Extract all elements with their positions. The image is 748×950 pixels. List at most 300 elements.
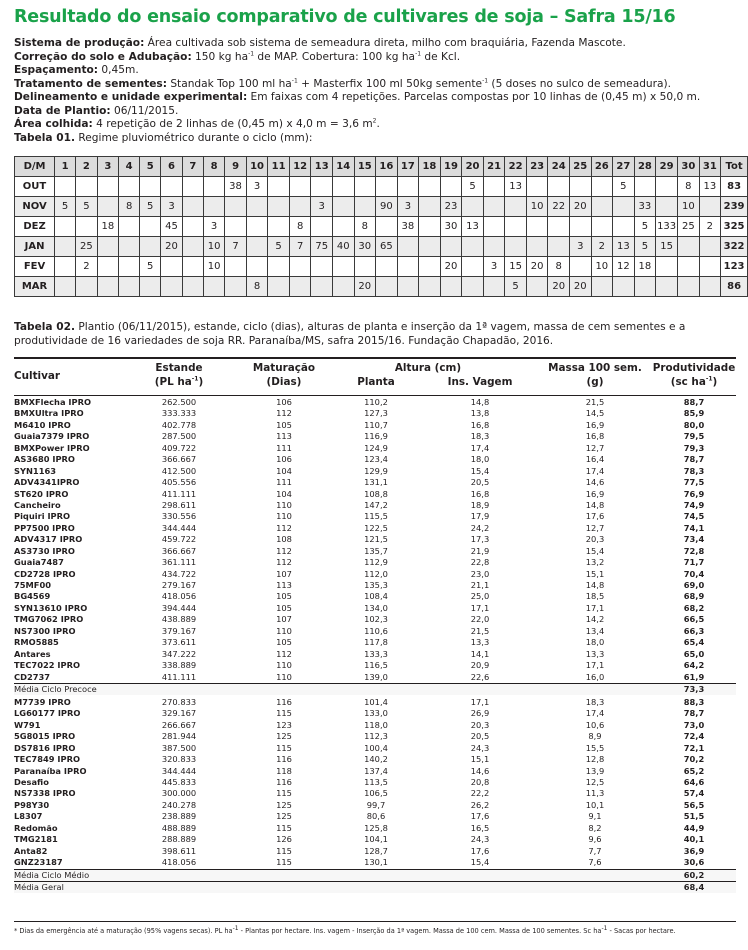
ins-vagem: 20,5 bbox=[470, 731, 490, 742]
maturacao: 126 bbox=[276, 834, 292, 845]
rainfall-cell bbox=[289, 177, 311, 197]
rainfall-cell bbox=[440, 237, 462, 257]
estande: 387.500 bbox=[161, 742, 197, 753]
massa-100: 12,7 bbox=[585, 442, 605, 453]
altura-planta: 110,6 bbox=[364, 625, 388, 636]
estande: 409.722 bbox=[161, 442, 197, 453]
ins-vagem: 18,3 bbox=[470, 431, 490, 442]
altura-planta: 123,4 bbox=[364, 454, 388, 465]
cultivar-name: Cancheiro bbox=[14, 499, 61, 510]
produtividade: 66,5 bbox=[683, 614, 705, 625]
massa-100: 12,8 bbox=[585, 754, 605, 765]
altura-planta: 116,5 bbox=[364, 660, 388, 671]
rainfall-cell: 30 bbox=[354, 237, 376, 257]
header-day: 20 bbox=[462, 157, 484, 177]
rainfall-cell bbox=[311, 257, 333, 277]
ins-vagem: 26,9 bbox=[470, 708, 490, 719]
produtividade: 72,1 bbox=[683, 742, 705, 753]
month-label: NOV bbox=[15, 197, 55, 217]
altura-planta: 100,4 bbox=[364, 742, 388, 753]
produtividade: 56,5 bbox=[683, 799, 705, 810]
month-label: FEV bbox=[15, 257, 55, 277]
altura-planta: 135,3 bbox=[364, 580, 388, 590]
rainfall-cell: 13 bbox=[505, 177, 527, 197]
rainfall-cell bbox=[419, 257, 441, 277]
produtividade: 51,5 bbox=[683, 811, 705, 822]
rainfall-cell bbox=[591, 197, 613, 217]
rainfall-cell bbox=[419, 197, 441, 217]
ins-vagem: 14,8 bbox=[470, 397, 490, 407]
estande: 412.500 bbox=[161, 465, 197, 476]
rainfall-cell bbox=[289, 197, 311, 217]
rainfall-cell: 8 bbox=[678, 177, 700, 197]
rainfall-cell bbox=[246, 217, 268, 237]
altura-planta: 80,6 bbox=[366, 811, 386, 822]
maturacao: 118 bbox=[276, 765, 292, 776]
estande: 411.111 bbox=[161, 488, 197, 499]
maturacao: 105 bbox=[276, 591, 292, 602]
header-day: 29 bbox=[656, 157, 678, 177]
produtividade: 66,3 bbox=[683, 625, 705, 636]
rainfall-cell bbox=[613, 217, 635, 237]
produtividade: 74,9 bbox=[683, 499, 705, 510]
planting-date: Data de Plantio: 06/11/2015. bbox=[14, 104, 179, 117]
cultivar-table-body bbox=[14, 397, 736, 893]
estande: 445.833 bbox=[161, 777, 197, 787]
rainfall-cell bbox=[526, 237, 548, 257]
estande: 379.167 bbox=[161, 625, 197, 636]
header-day: 16 bbox=[376, 157, 398, 177]
rainfall-cell: 10 bbox=[203, 237, 224, 257]
massa-100: 17,4 bbox=[585, 465, 605, 476]
table-row bbox=[14, 580, 736, 591]
cultivar-name: NS7300 IPRO bbox=[14, 625, 76, 636]
rainfall-cell bbox=[591, 277, 613, 297]
footnote: * Dias da emergência até a maturação (95% vagens secas). PL $ha^{-1}$ - Plantas por hectare. Ins. vagem - Inserção da 1ª vagem. Massa de 100 cem. Massa de 100 sementes. Sc $ha^{-1}$ - Sacas por hectare. bbox=[14, 924, 676, 935]
rainfall-row bbox=[15, 237, 748, 257]
rainfall-cell bbox=[140, 177, 161, 197]
rainfall-cell bbox=[225, 277, 246, 297]
rainfall-cell bbox=[246, 257, 268, 277]
cultivar-table-header bbox=[14, 357, 736, 396]
ins-vagem: 14,1 bbox=[470, 648, 490, 659]
table-row bbox=[14, 443, 736, 454]
rainfall-cell bbox=[225, 217, 246, 237]
rainfall-cell bbox=[76, 177, 97, 197]
rainfall-cell: 75 bbox=[311, 237, 333, 257]
maturacao: 112 bbox=[276, 557, 292, 568]
maturacao: 115 bbox=[276, 857, 292, 868]
ins-vagem: 15,1 bbox=[470, 754, 490, 765]
rainfall-cell: 20 bbox=[161, 237, 182, 257]
produtividade: 70,2 bbox=[683, 754, 705, 765]
rainfall-cell bbox=[182, 257, 203, 277]
table-row bbox=[14, 477, 736, 488]
rainfall-cell bbox=[699, 197, 721, 217]
cultivar-name: TEC7022 IPRO bbox=[14, 660, 81, 671]
cultivar-name: BMXUltra IPRO bbox=[14, 408, 84, 419]
header-day: 5 bbox=[140, 157, 161, 177]
produtividade: 61,9 bbox=[683, 671, 705, 682]
table-row bbox=[14, 626, 736, 637]
rainfall-cell bbox=[182, 217, 203, 237]
produtividade: 68,9 bbox=[683, 591, 705, 602]
maturacao: 104 bbox=[276, 465, 292, 476]
table-row bbox=[14, 823, 736, 834]
rainfall-cell bbox=[699, 257, 721, 277]
table-row bbox=[14, 720, 736, 731]
maturacao: 107 bbox=[276, 568, 292, 579]
month-total: 325 bbox=[721, 217, 748, 237]
cultivar-name: M6410 IPRO bbox=[14, 419, 71, 430]
header-day: 17 bbox=[397, 157, 419, 177]
altura-planta: 129,9 bbox=[364, 465, 388, 476]
altura-planta: 117,8 bbox=[364, 637, 388, 648]
massa-100: 16,4 bbox=[585, 454, 605, 465]
maturacao: 115 bbox=[276, 845, 292, 856]
rainfall-cell: 8 bbox=[289, 217, 311, 237]
month-total: 322 bbox=[721, 237, 748, 257]
estande: 266.667 bbox=[161, 719, 197, 730]
header-day: 2 bbox=[76, 157, 97, 177]
cultivar-name: ADV4341IPRO bbox=[14, 477, 80, 488]
rainfall-cell bbox=[354, 197, 376, 217]
maturacao: 125 bbox=[276, 731, 292, 742]
estande: 402.778 bbox=[161, 419, 197, 430]
average-row bbox=[14, 869, 736, 881]
rainfall-cell bbox=[462, 277, 484, 297]
rainfall-cell bbox=[397, 277, 419, 297]
maturacao: 111 bbox=[276, 477, 292, 488]
rainfall-table bbox=[14, 156, 748, 297]
produtividade: 74,1 bbox=[683, 522, 705, 533]
rainfall-cell: 15 bbox=[505, 257, 527, 277]
cultivar-name: Desafio bbox=[14, 777, 49, 787]
ins-vagem: 17,3 bbox=[470, 534, 490, 545]
month-label: DEZ bbox=[15, 217, 55, 237]
rainfall-cell: 2 bbox=[76, 257, 97, 277]
ins-vagem: 24,3 bbox=[470, 742, 490, 753]
maturacao: 116 bbox=[276, 777, 292, 787]
ins-vagem: 20,9 bbox=[470, 660, 490, 671]
header-day: 14 bbox=[332, 157, 354, 177]
table-row bbox=[14, 649, 736, 660]
estande: 344.444 bbox=[161, 765, 197, 776]
rainfall-cell bbox=[634, 177, 656, 197]
produtividade: 78,7 bbox=[683, 454, 705, 465]
maturacao: 115 bbox=[276, 742, 292, 753]
table-row bbox=[14, 743, 736, 754]
rainfall-cell bbox=[505, 197, 527, 217]
altura-planta: 128,7 bbox=[364, 845, 388, 856]
header-day: 10 bbox=[246, 157, 268, 177]
ins-vagem: 18,0 bbox=[470, 454, 490, 465]
estande: 238.889 bbox=[161, 811, 197, 822]
header-ins-vagem: Ins. Vagem bbox=[447, 376, 513, 388]
cultivar-name: BMXFlecha IPRO bbox=[14, 397, 92, 407]
rainfall-cell bbox=[225, 257, 246, 277]
header-day: 28 bbox=[634, 157, 656, 177]
rainfall-cell: 40 bbox=[332, 237, 354, 257]
altura-planta: 134,0 bbox=[364, 602, 388, 613]
altura-planta: 108,4 bbox=[364, 591, 388, 602]
produtividade: 36,9 bbox=[683, 845, 705, 856]
month-total: 86 bbox=[721, 277, 748, 297]
ins-vagem: 15,4 bbox=[470, 857, 490, 868]
rainfall-cell bbox=[332, 257, 354, 277]
maturacao: 125 bbox=[276, 811, 292, 822]
altura-planta: 127,3 bbox=[364, 408, 388, 419]
month-label: JAN bbox=[15, 237, 55, 257]
rainfall-cell bbox=[376, 257, 398, 277]
rainfall-cell: 20 bbox=[440, 257, 462, 277]
table-row bbox=[14, 731, 736, 742]
maturacao: 112 bbox=[276, 522, 292, 533]
estande: 418.056 bbox=[161, 591, 197, 602]
maturacao: 112 bbox=[276, 545, 292, 556]
altura-planta: 147,2 bbox=[364, 499, 388, 510]
rainfall-cell: 45 bbox=[161, 217, 182, 237]
produtividade: 78,7 bbox=[683, 708, 705, 719]
spacing: Espaçamento: 0,45m. bbox=[14, 64, 139, 76]
experimental-design: Delineamento e unidade experimental: Em faixas com 4 repetições. Parcelas compostas por 10 linhas de (0,45 m) x 50,0 m. bbox=[14, 91, 701, 103]
header-day: 31 bbox=[699, 157, 721, 177]
altura-planta: 124,9 bbox=[364, 442, 388, 453]
maturacao: 105 bbox=[276, 637, 292, 648]
rainfall-row bbox=[15, 277, 748, 297]
estande: 288.889 bbox=[161, 834, 197, 845]
rainfall-cell bbox=[526, 277, 548, 297]
cultivar-name: CD2737 bbox=[14, 671, 51, 682]
estande: 287.500 bbox=[161, 431, 197, 442]
produtividade: 65,0 bbox=[683, 648, 705, 659]
massa-100: 13,4 bbox=[585, 625, 605, 636]
ins-vagem: 17,6 bbox=[470, 811, 490, 822]
month-total: 239 bbox=[721, 197, 748, 217]
ins-vagem: 14,6 bbox=[470, 765, 490, 776]
estande: 398.611 bbox=[161, 845, 197, 856]
cultivar-name: PP7500 IPRO bbox=[14, 522, 75, 533]
table-row bbox=[14, 637, 736, 648]
ins-vagem: 17,9 bbox=[470, 511, 490, 522]
rainfall-cell bbox=[483, 177, 505, 197]
cultivar-name: Piquiri IPRO bbox=[14, 511, 71, 522]
cultivar-name: LG60177 IPRO bbox=[14, 708, 81, 719]
massa-100: 12,5 bbox=[585, 777, 605, 787]
page-title: Resultado do ensaio comparativo de cultivares de soja – Safra 15/16 bbox=[14, 7, 676, 27]
rainfall-cell: 10 bbox=[678, 197, 700, 217]
maturacao: 106 bbox=[276, 397, 292, 407]
altura-planta: 112,3 bbox=[364, 731, 388, 742]
rainfall-cell bbox=[140, 277, 161, 297]
rainfall-cell bbox=[140, 237, 161, 257]
maturacao: 107 bbox=[276, 614, 292, 625]
rainfall-cell: 18 bbox=[97, 217, 118, 237]
estande: 298.611 bbox=[161, 499, 197, 510]
cultivar-name: CD2728 IPRO bbox=[14, 568, 76, 579]
rainfall-cell bbox=[526, 217, 548, 237]
estande: 434.722 bbox=[161, 568, 197, 579]
rainfall-cell bbox=[569, 257, 591, 277]
rainfall-cell bbox=[182, 277, 203, 297]
rainfall-cell bbox=[505, 237, 527, 257]
produtividade: 70,4 bbox=[683, 568, 705, 579]
header-day: 12 bbox=[289, 157, 311, 177]
table-row bbox=[14, 766, 736, 777]
altura-planta: 108,8 bbox=[364, 488, 388, 499]
header-day: 18 bbox=[419, 157, 441, 177]
rainfall-cell bbox=[97, 277, 118, 297]
ins-vagem: 26,2 bbox=[470, 799, 490, 810]
header-produtividade-unit: (sc $ha^{-1}$) bbox=[670, 375, 718, 388]
altura-planta: 112,9 bbox=[364, 557, 388, 568]
ins-vagem: 15,4 bbox=[470, 465, 490, 476]
estande: 270.833 bbox=[161, 696, 197, 707]
table-row bbox=[14, 408, 736, 419]
massa-100: 8,9 bbox=[588, 731, 602, 742]
header-day: 1 bbox=[55, 157, 76, 177]
rainfall-cell bbox=[569, 217, 591, 237]
massa-100: 14,5 bbox=[585, 408, 605, 419]
ins-vagem: 16,8 bbox=[470, 488, 490, 499]
cultivar-name: BMXPower IPRO bbox=[14, 442, 90, 453]
rainfall-cell bbox=[246, 237, 268, 257]
rainfall-cell bbox=[591, 217, 613, 237]
rainfall-cell bbox=[397, 237, 419, 257]
rainfall-cell bbox=[591, 177, 613, 197]
rainfall-cell bbox=[397, 177, 419, 197]
produtividade: 65,4 bbox=[683, 637, 705, 648]
estande: 329.167 bbox=[161, 708, 197, 719]
massa-100: 17,1 bbox=[585, 660, 605, 671]
header-day: 7 bbox=[182, 157, 203, 177]
altura-planta: 140,2 bbox=[364, 754, 388, 765]
ins-vagem: 24,3 bbox=[470, 834, 490, 845]
header-cultivar: Cultivar bbox=[14, 370, 61, 382]
produtividade: 85,9 bbox=[683, 408, 705, 419]
rainfall-cell bbox=[161, 277, 182, 297]
cultivar-name: SYN13610 IPRO bbox=[14, 602, 88, 613]
header-day: 11 bbox=[268, 157, 290, 177]
massa-100: 14,2 bbox=[585, 614, 605, 625]
rainfall-cell bbox=[97, 177, 118, 197]
altura-planta: 115,5 bbox=[364, 511, 388, 522]
cultivar-name: 75MF00 bbox=[14, 580, 52, 590]
rainfall-cell bbox=[182, 177, 203, 197]
produtividade: 72,4 bbox=[683, 731, 705, 742]
rainfall-cell bbox=[119, 257, 140, 277]
ins-vagem: 24,2 bbox=[470, 522, 490, 533]
ins-vagem: 22,6 bbox=[470, 671, 490, 682]
rainfall-cell bbox=[505, 217, 527, 237]
produtividade: 73,4 bbox=[683, 534, 705, 545]
table-row bbox=[14, 788, 736, 799]
seed-treatment: Tratamento de sementes: Standak Top 100 ml $ha^{-1}$ + Masterfix 100 ml 50kg semente$^{-1}$ (5 doses no sulco de semeadura). bbox=[14, 76, 671, 90]
table-row bbox=[14, 672, 736, 683]
trial-details bbox=[14, 37, 739, 145]
rainfall-cell bbox=[332, 277, 354, 297]
rainfall-cell: 20 bbox=[526, 257, 548, 277]
rainfall-cell bbox=[332, 197, 354, 217]
rainfall-cell bbox=[419, 177, 441, 197]
rainfall-cell: 5 bbox=[505, 277, 527, 297]
massa-100: 18,3 bbox=[585, 696, 605, 707]
rainfall-cell bbox=[55, 177, 76, 197]
rainfall-row bbox=[15, 197, 748, 217]
rainfall-cell bbox=[161, 177, 182, 197]
header-day-month: D/M bbox=[15, 157, 55, 177]
header-produtividade: Produtividade bbox=[652, 362, 736, 374]
massa-100: 17,1 bbox=[585, 602, 605, 613]
table-row bbox=[14, 500, 736, 511]
rainfall-cell: 15 bbox=[656, 237, 678, 257]
cultivar-name: 5G8015 IPRO bbox=[14, 731, 76, 742]
rainfall-cell: 7 bbox=[289, 237, 311, 257]
altura-planta: 110,7 bbox=[364, 419, 388, 430]
header-day: 27 bbox=[613, 157, 635, 177]
rainfall-cell bbox=[140, 217, 161, 237]
rainfall-cell: 20 bbox=[569, 277, 591, 297]
rainfall-cell bbox=[526, 177, 548, 197]
average-label: Média Ciclo Precoce bbox=[14, 683, 97, 694]
rainfall-cell bbox=[119, 217, 140, 237]
table-row bbox=[14, 603, 736, 614]
header-day: 4 bbox=[119, 157, 140, 177]
ins-vagem: 21,9 bbox=[470, 545, 490, 556]
average-label: Média Ciclo Médio bbox=[14, 869, 90, 880]
rainfall-cell: 5 bbox=[268, 237, 290, 257]
altura-planta: 102,3 bbox=[364, 614, 388, 625]
rainfall-cell bbox=[678, 277, 700, 297]
massa-100: 7,7 bbox=[588, 845, 602, 856]
rainfall-cell: 25 bbox=[678, 217, 700, 237]
table-row bbox=[14, 523, 736, 534]
rainfall-cell: 90 bbox=[376, 197, 398, 217]
rainfall-cell bbox=[376, 277, 398, 297]
produtividade: 64,2 bbox=[683, 660, 705, 671]
ins-vagem: 22,2 bbox=[470, 788, 490, 799]
rainfall-cell: 3 bbox=[246, 177, 268, 197]
massa-100: 21,5 bbox=[585, 397, 605, 407]
cultivar-name: AS3730 IPRO bbox=[14, 545, 75, 556]
cultivar-name: P98Y30 bbox=[14, 799, 50, 810]
rainfall-cell: 23 bbox=[440, 197, 462, 217]
table-row bbox=[14, 511, 736, 522]
estande: 240.278 bbox=[161, 799, 197, 810]
rainfall-cell: 8 bbox=[354, 217, 376, 237]
rainfall-cell bbox=[246, 197, 268, 217]
rainfall-cell: 2 bbox=[699, 217, 721, 237]
rainfall-cell bbox=[419, 277, 441, 297]
maturacao: 115 bbox=[276, 788, 292, 799]
rainfall-cell bbox=[332, 217, 354, 237]
table-row bbox=[14, 466, 736, 477]
rainfall-cell bbox=[678, 237, 700, 257]
altura-planta: 99,7 bbox=[366, 799, 386, 810]
massa-100: 10,1 bbox=[585, 799, 605, 810]
month-label: MAR bbox=[15, 277, 55, 297]
estande: 262.500 bbox=[161, 397, 197, 407]
rainfall-cell bbox=[419, 237, 441, 257]
rainfall-cell: 7 bbox=[225, 237, 246, 257]
table-row bbox=[14, 614, 736, 625]
produtividade: 78,3 bbox=[683, 465, 705, 476]
massa-100: 18,5 bbox=[585, 591, 605, 602]
maturacao: 112 bbox=[276, 408, 292, 419]
altura-planta: 139,0 bbox=[364, 671, 388, 682]
produtividade: 76,9 bbox=[683, 488, 705, 499]
produtividade: 57,4 bbox=[683, 788, 705, 799]
